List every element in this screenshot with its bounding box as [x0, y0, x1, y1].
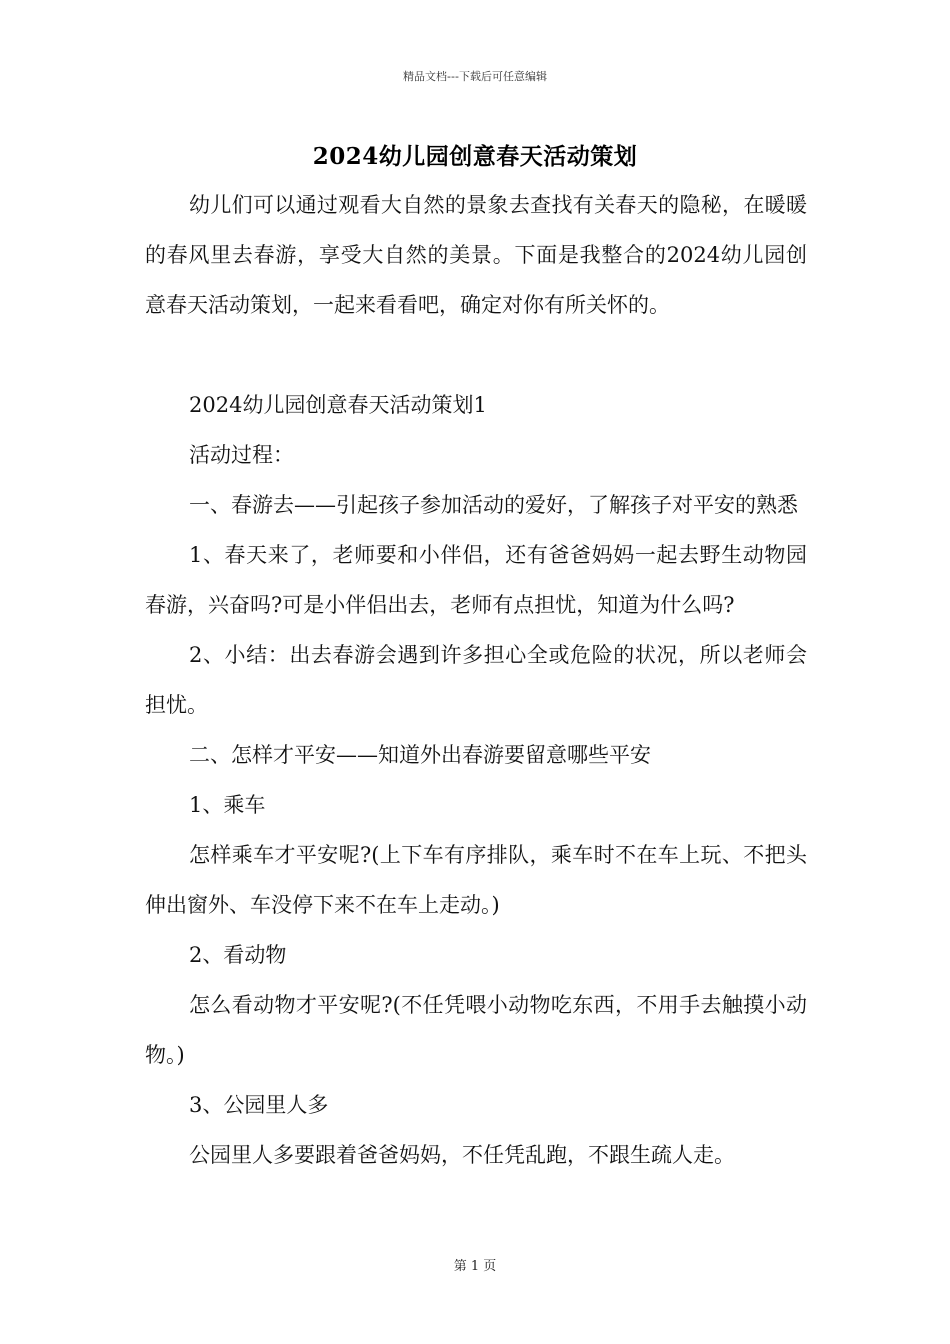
document-title: 2024幼儿园创意春天活动策划: [312, 143, 638, 170]
paragraph-animals-heading: 2、看动物: [189, 943, 287, 967]
paragraph-part-two-heading: 二、怎样才平安——知道外出春游要留意哪些平安: [189, 743, 651, 767]
page-number: 第 1 页: [453, 1259, 497, 1274]
paragraph-activity-process: 活动过程：: [189, 443, 294, 467]
paragraph-item-1: 1、春天来了，老师要和小伴侣，还有爸爸妈妈一起去野生动物园春游，兴奋吗?可是小伴侣出去，老师有点担忧，知道为什么吗?: [145, 543, 807, 617]
spacer: [145, 330, 807, 380]
paragraph-riding-heading: 1、乘车: [189, 793, 266, 817]
paragraph-item-2-summary: 2、小结：出去春游会遇到许多担心全或危险的状况，所以老师会担忧。: [145, 643, 807, 717]
header-note: 精品文档---下载后可任意编辑: [403, 70, 547, 83]
document-body: [145, 180, 807, 1180]
section-heading: 2024幼儿园创意春天活动策划1: [189, 393, 487, 417]
paragraph-part-one-heading: 一、春游去——引起孩子参加活动的爱好，了解孩子对平安的熟悉: [189, 493, 798, 517]
paragraph-animals-detail: 怎么看动物才平安呢?(不任凭喂小动物吃东西，不用手去触摸小动物。): [145, 993, 807, 1067]
paragraph-crowd-heading: 3、公园里人多: [189, 1093, 329, 1117]
paragraph-riding-detail: 怎样乘车才平安呢?(上下车有序排队，乘车时不在车上玩、不把头伸出窗外、车没停下来不在车上走动。): [145, 843, 807, 917]
paragraph-crowd-detail: 公园里人多要跟着爸爸妈妈，不任凭乱跑，不跟生疏人走。: [189, 1143, 735, 1167]
intro-paragraph: 幼儿们可以通过观看大自然的景象去查找有关春天的隐秘，在暖暖的春风里去春游，享受大自然的美景。下面是我整合的2024幼儿园创意春天活动策划，一起来看看吧，确定对你有所关怀的。: [145, 193, 807, 317]
